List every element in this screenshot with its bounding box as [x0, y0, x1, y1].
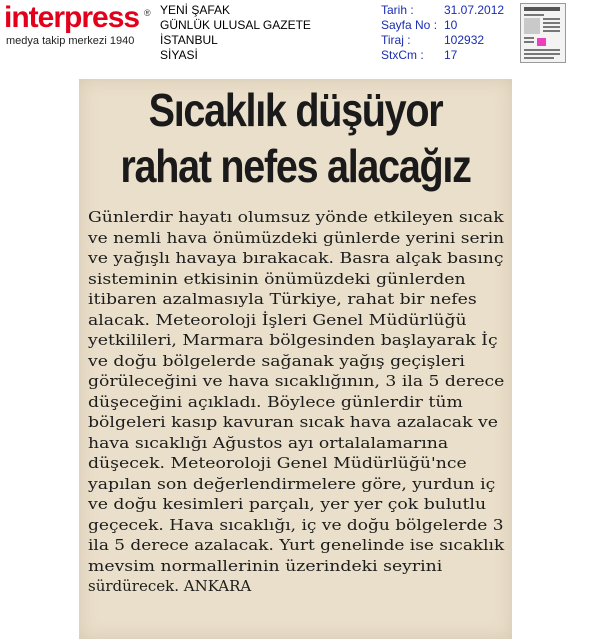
detail-label: Tarih : — [381, 3, 414, 17]
thumb-line — [543, 18, 560, 20]
thumb-line — [524, 49, 560, 51]
headline-line: rahat nefes alacağız — [120, 140, 471, 192]
registered-mark: ® — [144, 8, 151, 18]
detail-value: 102932 — [444, 33, 485, 47]
publication-info — [160, 3, 311, 63]
publication-type: GÜNLÜK ULUSAL GAZETE — [160, 18, 311, 32]
body-line: mevsim normallerinin üzerindeki seyrini — [88, 556, 443, 575]
body-line: ve doğu bölgelerde sağanak yağış geçişleri — [88, 351, 465, 370]
body-line: yetkilileri, Marmara bölgesinden başlayarak İç — [88, 331, 498, 349]
thumb-line — [524, 41, 534, 43]
detail-row-date — [381, 3, 504, 18]
body-line: görüleceğini ve hava sıcaklığının, 3 ila 5 derece — [88, 372, 505, 390]
article-body — [88, 207, 504, 597]
detail-value: 10 — [444, 18, 458, 32]
body-line: hava sıcaklığı Ağustos ayı ortalalamarına — [88, 433, 449, 452]
detail-label: Tiraj : — [381, 33, 411, 47]
clipping-details — [381, 3, 504, 63]
thumb-line — [543, 22, 560, 24]
body-line: alacak. Meteoroloji İşleri Genel Müdürlüğü — [88, 310, 467, 329]
body-line: ve yağışlı havaya bırakacak. Basra alçak basınç — [88, 249, 504, 267]
newspaper-clipping — [79, 79, 512, 639]
body-line: sisteminin etkisinin önümüzdeki günlerden — [88, 269, 466, 288]
thumb-line — [524, 37, 534, 39]
article-headline — [109, 82, 481, 194]
body-line: itibaren azalmasıyla Türkiye, rahat bir nefes — [88, 290, 477, 308]
body-line: Günlerdir hayatı olumsuz yönde etkileyen sıcak — [88, 208, 504, 226]
detail-row-page — [381, 18, 504, 33]
clipping-header — [0, 0, 590, 70]
body-line: geçecek. Hava sıcaklığı, iç ve doğu bölgelerde 3 — [88, 515, 504, 534]
logo-wordmark: interpress — [4, 1, 140, 34]
page-thumbnail[interactable] — [520, 3, 566, 63]
detail-row-stxcm — [381, 48, 504, 63]
thumb-line — [524, 53, 560, 55]
thumb-line — [543, 30, 560, 32]
publication-city: İSTANBUL — [160, 33, 218, 47]
detail-label: Sayfa No : — [381, 18, 438, 32]
thumb-masthead — [524, 7, 560, 11]
detail-value: 31.07.2012 — [444, 3, 505, 17]
thumb-line — [524, 14, 544, 16]
body-line: bölgeleri kasıp kavuran sıcak hava azalacak ve — [88, 413, 498, 431]
body-line: düşecek. Meteoroloji Genel Müdürlüğü'nce — [88, 454, 467, 472]
detail-value: 17 — [444, 48, 458, 62]
detail-row-circulation — [381, 33, 504, 48]
body-line: ve nemli hava önümüzdeki günlerde yerini serin — [88, 228, 505, 247]
thumb-photo — [524, 18, 540, 34]
body-line: ve doğu kesimleri parçalı, yer yer çok bulutlu — [88, 495, 487, 513]
body-line: yapılan son değerlendirmelere göre, yurdun iç — [88, 474, 496, 493]
headline-line: Sıcaklık düşüyor — [148, 84, 443, 136]
detail-label: StxCm : — [381, 48, 424, 62]
body-line: düşeceğini açıkladı. Böylece günlerdir tüm — [88, 392, 463, 411]
thumb-highlight — [537, 38, 546, 46]
logo-tagline: medya takip merkezi 1940 — [6, 35, 135, 47]
body-line: ila 5 derece azalacak. Yurt genelinde ise sıcaklık — [88, 536, 505, 554]
thumb-line — [524, 57, 554, 59]
thumb-line — [543, 26, 560, 28]
body-line: sürdürecek. ANKARA — [88, 577, 252, 595]
publication-name: YENİ ŞAFAK — [160, 3, 231, 17]
interpress-logo — [4, 2, 152, 50]
publication-category: SİYASİ — [160, 48, 198, 62]
